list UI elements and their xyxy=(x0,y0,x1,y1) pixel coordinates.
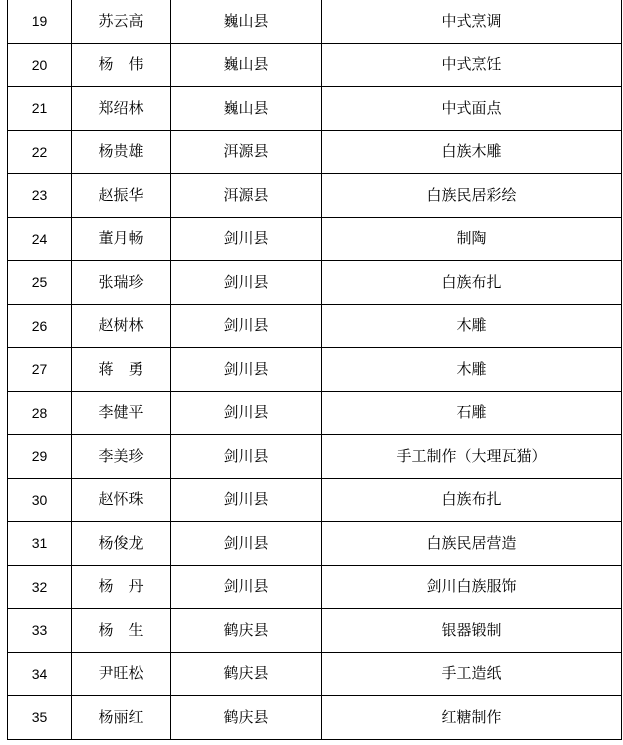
county: 鹤庆县 xyxy=(171,652,322,696)
county: 剑川县 xyxy=(171,522,322,566)
craft-skill: 中式面点 xyxy=(322,87,622,131)
craft-skill: 红糖制作 xyxy=(322,696,622,740)
person-name: 尹旺松 xyxy=(72,652,171,696)
craft-skill: 中式烹调 xyxy=(322,0,622,43)
county: 剑川县 xyxy=(171,478,322,522)
table-row xyxy=(8,696,622,740)
row-number: 35 xyxy=(8,696,72,740)
craft-skill: 银器锻制 xyxy=(322,609,622,653)
person-name: 董月畅 xyxy=(72,217,171,261)
craft-skill: 白族布扎 xyxy=(322,261,622,305)
table-row xyxy=(8,174,622,218)
row-number: 33 xyxy=(8,609,72,653)
row-number: 29 xyxy=(8,435,72,479)
person-name: 杨贵雄 xyxy=(72,130,171,174)
person-name: 杨 伟 xyxy=(72,43,171,87)
county: 巍山县 xyxy=(171,43,322,87)
person-name: 张瑞珍 xyxy=(72,261,171,305)
table-row xyxy=(8,261,622,305)
table-row xyxy=(8,348,622,392)
craftsman-table-container xyxy=(7,0,622,740)
row-number: 28 xyxy=(8,391,72,435)
person-name: 郑绍林 xyxy=(72,87,171,131)
table-row xyxy=(8,304,622,348)
person-name: 赵振华 xyxy=(72,174,171,218)
county: 剑川县 xyxy=(171,391,322,435)
craft-skill: 木雕 xyxy=(322,348,622,392)
craftsman-table xyxy=(7,0,622,740)
table-row xyxy=(8,565,622,609)
person-name: 赵怀珠 xyxy=(72,478,171,522)
person-name: 杨俊龙 xyxy=(72,522,171,566)
craft-skill: 白族民居营造 xyxy=(322,522,622,566)
table-row xyxy=(8,217,622,261)
county: 巍山县 xyxy=(171,87,322,131)
craft-skill: 木雕 xyxy=(322,304,622,348)
county: 剑川县 xyxy=(171,348,322,392)
craft-skill: 制陶 xyxy=(322,217,622,261)
table-row xyxy=(8,478,622,522)
row-number: 23 xyxy=(8,174,72,218)
person-name: 杨 生 xyxy=(72,609,171,653)
row-number: 34 xyxy=(8,652,72,696)
county: 剑川县 xyxy=(171,217,322,261)
craft-skill: 手工制作（大理瓦猫） xyxy=(322,435,622,479)
table-body xyxy=(8,0,622,739)
row-number: 30 xyxy=(8,478,72,522)
table-row xyxy=(8,609,622,653)
row-number: 19 xyxy=(8,0,72,43)
person-name: 杨丽红 xyxy=(72,696,171,740)
table-row xyxy=(8,130,622,174)
row-number: 31 xyxy=(8,522,72,566)
person-name: 李健平 xyxy=(72,391,171,435)
row-number: 21 xyxy=(8,87,72,131)
row-number: 25 xyxy=(8,261,72,305)
craft-skill: 手工造纸 xyxy=(322,652,622,696)
table-row xyxy=(8,0,622,43)
person-name: 苏云高 xyxy=(72,0,171,43)
county: 剑川县 xyxy=(171,435,322,479)
table-row xyxy=(8,522,622,566)
craft-skill: 白族布扎 xyxy=(322,478,622,522)
table-row xyxy=(8,87,622,131)
craft-skill: 石雕 xyxy=(322,391,622,435)
person-name: 杨 丹 xyxy=(72,565,171,609)
row-number: 32 xyxy=(8,565,72,609)
county: 剑川县 xyxy=(171,261,322,305)
county: 洱源县 xyxy=(171,174,322,218)
county: 剑川县 xyxy=(171,304,322,348)
table-row xyxy=(8,652,622,696)
row-number: 22 xyxy=(8,130,72,174)
table-row xyxy=(8,435,622,479)
county: 巍山县 xyxy=(171,0,322,43)
row-number: 20 xyxy=(8,43,72,87)
craft-skill: 中式烹饪 xyxy=(322,43,622,87)
person-name: 李美珍 xyxy=(72,435,171,479)
table-row xyxy=(8,43,622,87)
row-number: 26 xyxy=(8,304,72,348)
table-row xyxy=(8,391,622,435)
craft-skill: 白族民居彩绘 xyxy=(322,174,622,218)
person-name: 赵树林 xyxy=(72,304,171,348)
row-number: 27 xyxy=(8,348,72,392)
county: 鹤庆县 xyxy=(171,696,322,740)
county: 剑川县 xyxy=(171,565,322,609)
county: 洱源县 xyxy=(171,130,322,174)
craft-skill: 白族木雕 xyxy=(322,130,622,174)
craft-skill: 剑川白族服饰 xyxy=(322,565,622,609)
row-number: 24 xyxy=(8,217,72,261)
county: 鹤庆县 xyxy=(171,609,322,653)
person-name: 蒋 勇 xyxy=(72,348,171,392)
